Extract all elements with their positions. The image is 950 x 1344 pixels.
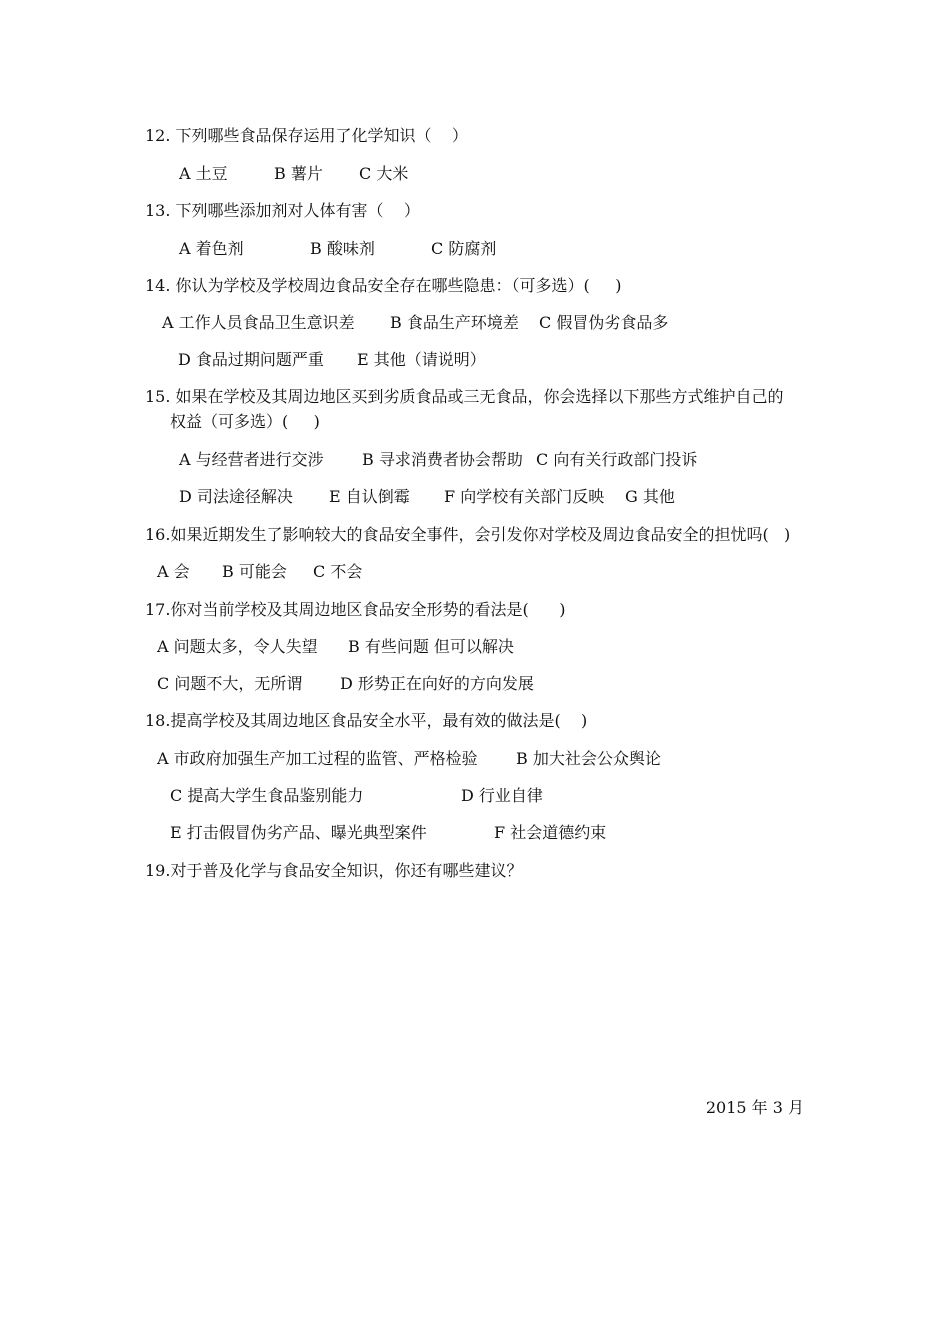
- option-12-a: A 土豆: [179, 164, 228, 183]
- option-16-b: B 可能会: [222, 562, 287, 581]
- option-15-a: A 与经营者进行交涉: [179, 450, 324, 469]
- option-18-c: C 提高大学生食品鉴别能力: [170, 786, 364, 805]
- question-16: 16.如果近期发生了影响较大的食品安全事件，会引发你对学校及周边食品安全的担忧吗( ): [145, 525, 791, 544]
- question-14: 14. 你认为学校及学校周边食品安全存在哪些隐患：（可多选）( ): [145, 276, 622, 295]
- option-12-b: B 薯片: [274, 164, 323, 183]
- option-13-c: C 防腐剂: [431, 239, 497, 258]
- option-18-a: A 市政府加强生产加工过程的监管、严格检验: [157, 749, 478, 768]
- option-14-b: B 食品生产环境差: [390, 313, 519, 332]
- option-15-g: G 其他: [625, 487, 675, 506]
- question-13: 13. 下列哪些添加剂对人体有害（ ）: [145, 201, 420, 220]
- option-13-b: B 酸味剂: [310, 239, 375, 258]
- option-14-c: C 假冒伪劣食品多: [539, 313, 669, 332]
- option-18-d: D 行业自律: [461, 786, 543, 805]
- option-14-e: E 其他（请说明）: [357, 350, 486, 369]
- option-17-d: D 形势正在向好的方向发展: [340, 674, 534, 693]
- question-18: 18.提高学校及其周边地区食品安全水平，最有效的做法是( ): [145, 711, 588, 730]
- option-15-f: F 向学校有关部门反映: [444, 487, 605, 506]
- option-17-b: B 有些问题 但可以解决: [348, 637, 514, 656]
- option-18-e: E 打击假冒伪劣产品、曝光典型案件: [170, 823, 427, 842]
- option-18-f: F 社会道德约束: [494, 823, 607, 842]
- question-12: 12. 下列哪些食品保存运用了化学知识（ ）: [145, 126, 468, 145]
- document-date: 2015 年 3 月: [705, 1098, 804, 1117]
- option-12-c: C 大米: [359, 164, 409, 183]
- question-15: 15. 如果在学校及其周边地区买到劣质食品或三无食品，你会选择以下那些方式维护自己的: [145, 387, 784, 406]
- question-19: 19.对于普及化学与食品安全知识，你还有哪些建议？: [145, 861, 523, 880]
- option-14-d: D 食品过期问题严重: [178, 350, 324, 369]
- option-13-a: A 着色剂: [179, 239, 244, 258]
- option-15-b: B 寻求消费者协会帮助: [362, 450, 523, 469]
- option-17-a: A 问题太多，令人失望: [157, 637, 318, 656]
- option-15-c: C 向有关行政部门投诉: [536, 450, 698, 469]
- option-18-b: B 加大社会公众舆论: [516, 749, 661, 768]
- option-16-a: A 会: [157, 562, 190, 581]
- option-17-c: C 问题不大，无所谓: [157, 674, 303, 693]
- option-16-c: C 不会: [313, 562, 363, 581]
- option-15-d: D 司法途径解决: [179, 487, 293, 506]
- question-17: 17.你对当前学校及其周边地区食品安全形势的看法是( ): [145, 600, 566, 619]
- option-15-e: E 自认倒霉: [329, 487, 410, 506]
- question-15-continued: 权益（可多选）( ): [170, 412, 320, 431]
- option-14-a: A 工作人员食品卫生意识差: [162, 313, 355, 332]
